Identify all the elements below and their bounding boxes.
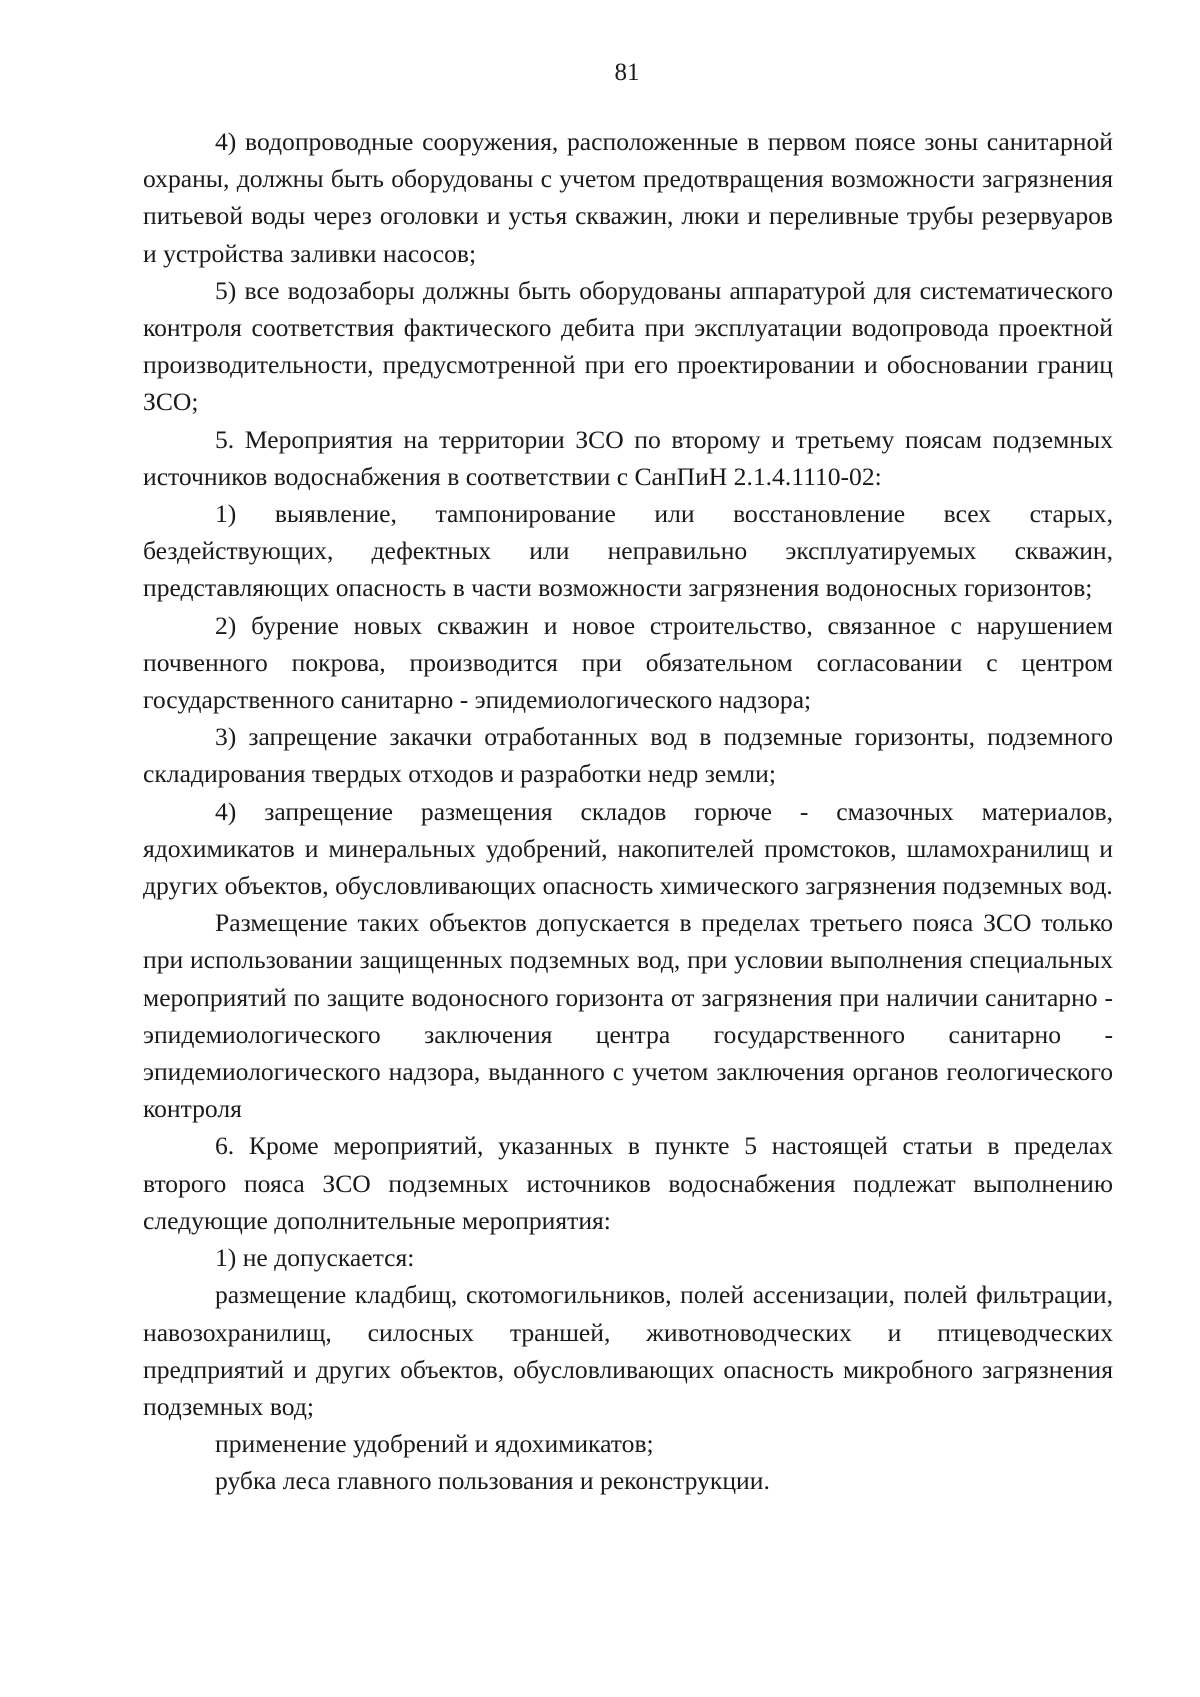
paragraph-fertilizers: применение удобрений и ядохимикатов; xyxy=(215,1429,654,1459)
paragraph-item-2-drilling: 2) бурение новых скважин и новое строительство, связанное с нарушением почвенного покрова, производится при обязательном согласовании с центром государственного санитарно - эпидемиологического надзора; xyxy=(143,610,1113,715)
paragraph-item-4-storage-ban: 4) запрещение размещения складов горюче - смазочных материалов, ядохимикатов и минеральных удобрений, накопителей промстоков, шламохранилищ и других объектов, обусловливающих опасность химического загрязнения подземных вод. xyxy=(143,796,1113,901)
paragraph-item-1-not-allowed: 1) не допускается: xyxy=(215,1243,415,1273)
paragraph-item-1-wells: 1) выявление, тампонирование или восстановление всех старых, бездействующих, дефектных или неправильно эксплуатируемых скважин, представляющих опасность в части возможности загрязнения водоносных горизонтов; xyxy=(143,499,1113,603)
paragraph-item-4-water-structures: 4) водопроводные сооружения, расположенные в первом поясе зоны санитарной охраны, должны быть оборудованы с учетом предотвращения возможности загрязнения питьевой воды через оголовки и устья скважин, люки и переливные трубы резервуаров и устройства заливки насосов; xyxy=(143,127,1113,268)
paragraph-logging: рубка леса главного пользования и реконструкции. xyxy=(215,1466,770,1496)
paragraph-item-3-injection-ban: 3) запрещение закачки отработанных вод в подземные горизонты, подземного складирования твердых отходов и разработки недр земли; xyxy=(143,722,1113,789)
paragraph-cemeteries: размещение кладбищ, скотомогильников, полей ассенизации, полей фильтрации, навозохранилищ, силосных траншей, животноводческих и птицеводческих предприятий и других объектов, обусловливающих опасность микробного загрязнения подземных вод; xyxy=(143,1280,1113,1421)
paragraph-item-5-water-intakes: 5) все водозаборы должны быть оборудованы аппаратурой для систематического контроля соответствия фактического дебита при эксплуатации водопровода проектной производительности, предусмотренной при его проектировании и обосновании границ ЗСО; xyxy=(143,275,1113,417)
paragraph-placement-conditions: Размещение таких объектов допускается в пределах третьего пояса ЗСО только при использовании защищенных подземных вод, при условии выполнения специальных мероприятий по защите водоносного горизонта от загрязнения при наличии санитарно - эпидемиологического заключения центра государственного санитарно - эпидемиологического надзора, выданного с учетом заключения органов геологического контроля xyxy=(143,908,1113,1124)
paragraph-section-6-heading: 6. Кроме мероприятий, указанных в пункте 5 настоящей статьи в пределах второго пояса ЗСО подземных источников водоснабжения подлежат выполнению следующие дополнительные мероприятия: xyxy=(143,1131,1113,1235)
page-number: 81 xyxy=(614,59,640,86)
paragraph-section-5-heading: 5. Мероприятия на территории ЗСО по второму и третьему поясам подземных источников водоснабжения в соответствии с СанПиН 2.1.4.1110-02: xyxy=(143,424,1113,491)
document-body xyxy=(143,123,1113,1500)
